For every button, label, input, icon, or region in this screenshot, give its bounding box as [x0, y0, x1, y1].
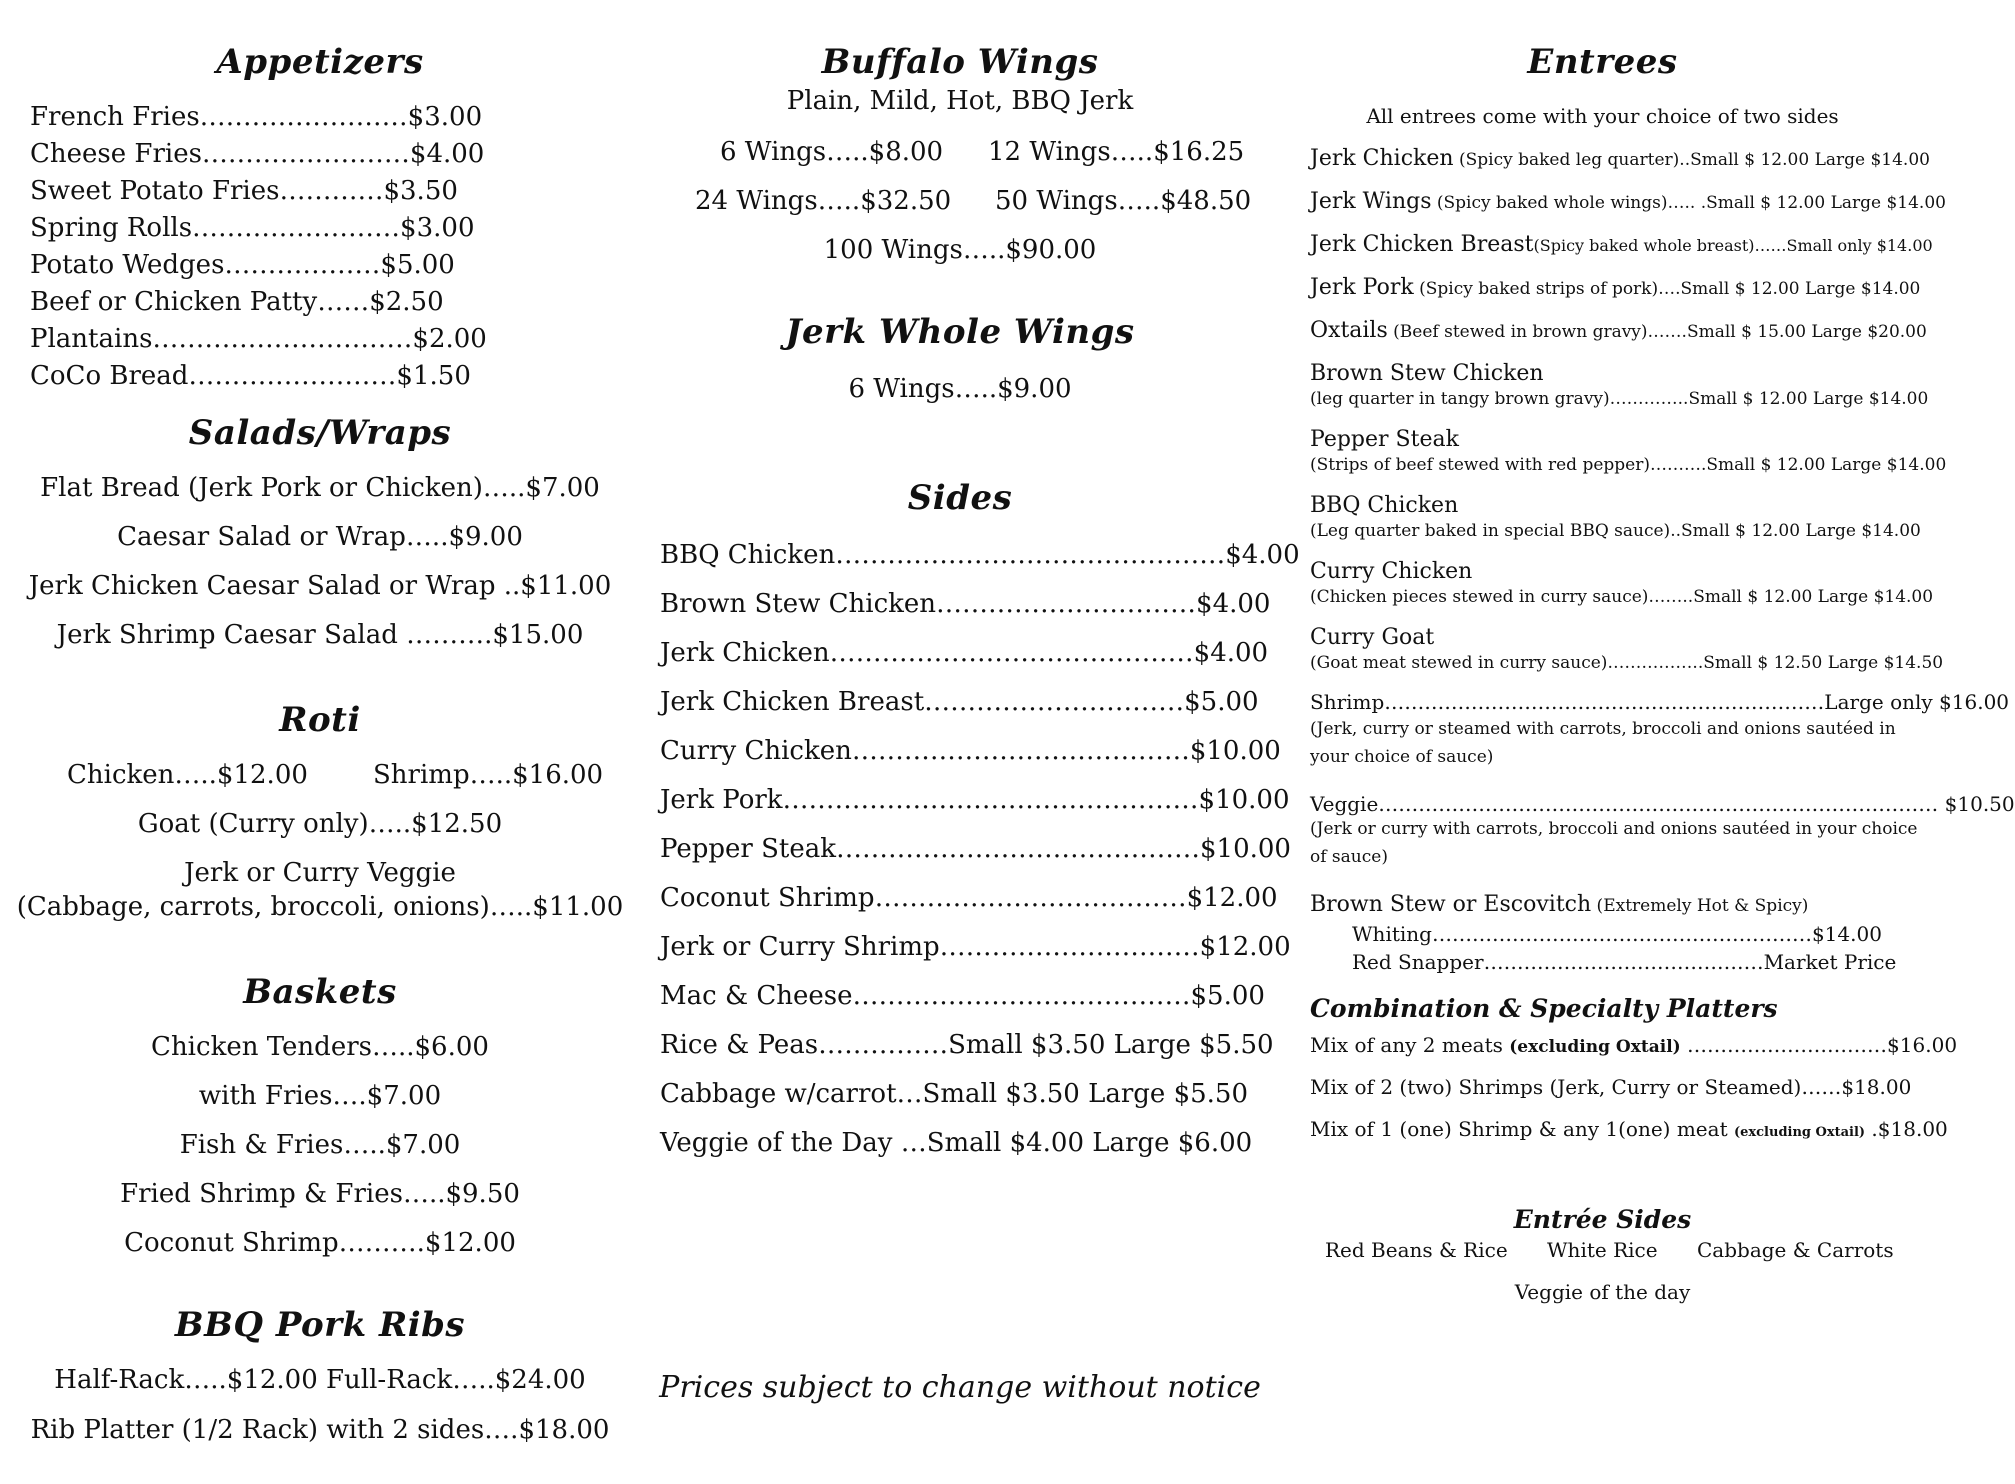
- combo-title: Combination & Specialty Platters: [1310, 994, 1778, 1023]
- entree-name: Oxtails: [1310, 318, 1388, 343]
- combo-price: .$18.00: [1865, 1117, 1948, 1141]
- salad-item: Jerk Shrimp Caesar Salad ……….$15.00: [56, 620, 584, 650]
- entree-name: Curry Goat: [1310, 625, 1435, 650]
- roti-veggie-detail: (Cabbage, carrots, broccoli, onions)…..$11.00: [16, 892, 624, 922]
- wings-50: 50 Wings…..$48.50: [995, 186, 1252, 216]
- combo-line: [1310, 1117, 1948, 1141]
- entree-sides-title: Entrée Sides: [1513, 1205, 1692, 1234]
- whiting-line: Whiting…………………………………………………$14.00: [1352, 922, 1882, 946]
- entree-name: Jerk Wings: [1310, 189, 1432, 214]
- entree-line: [1310, 275, 1920, 300]
- entree-name: Curry Chicken: [1310, 559, 1473, 584]
- side-item: Cabbage w/carrot…Small $3.50 Large $5.50: [660, 1079, 1248, 1109]
- side-item: Jerk Chicken……………………………………$4.00: [660, 638, 1269, 668]
- salads-title: Salads/Wraps: [188, 413, 452, 453]
- entree-line: [1310, 146, 1930, 171]
- appetizer-item: Potato Wedges………………$5.00: [30, 250, 455, 280]
- side-item: Jerk Chicken Breast…………………………$5.00: [660, 687, 1259, 717]
- basket-item: with Fries….$7.00: [198, 1081, 442, 1111]
- side-item: Pepper Steak……………………………………$10.00: [660, 834, 1291, 864]
- entree-side-item: Veggie of the day: [1514, 1280, 1691, 1304]
- entree-side-item: White Rice: [1547, 1238, 1658, 1262]
- entree-side-item: Red Beans & Rice: [1325, 1238, 1508, 1262]
- entree-detail: (Spicy baked whole wings)….. .Small $ 12.00 Large $14.00: [1431, 193, 1946, 213]
- wings-6: 6 Wings…..$8.00: [720, 137, 944, 167]
- roti-chicken: Chicken…..$12.00: [67, 760, 308, 790]
- basket-item: Fish & Fries…..$7.00: [179, 1130, 461, 1160]
- side-item: Mac & Cheese…………………………………$5.00: [660, 981, 1265, 1011]
- combo-text: Mix of any 2 meats: [1310, 1033, 1510, 1057]
- wing-flavors: Plain, Mild, Hot, BBQ Jerk: [786, 86, 1134, 116]
- price-notice: Prices subject to change without notice: [659, 1370, 1261, 1405]
- entree-detail: (Beef stewed in brown gravy)…….Small $ 15.00 Large $20.00: [1387, 322, 1927, 342]
- salad-item: Flat Bread (Jerk Pork or Chicken)…..$7.00: [40, 473, 600, 503]
- entree-detail: (Goat meat stewed in curry sauce)……………..Small $ 12.50 Large $14.50: [1310, 653, 1944, 673]
- combo-exclusion: (excluding Oxtail): [1509, 1037, 1681, 1057]
- basket-item: Chicken Tenders…..$6.00: [151, 1032, 489, 1062]
- entree-side-item: Cabbage & Carrots: [1697, 1238, 1894, 1262]
- entree-detail: (Jerk or curry with carrots, broccoli and onions sautéed in your choice: [1310, 819, 1918, 839]
- snapper-line: Red Snapper……………………………………Market Price: [1352, 950, 1897, 974]
- sides-title: Sides: [907, 478, 1013, 518]
- basket-item: Coconut Shrimp……….$12.00: [124, 1228, 516, 1258]
- entree-name: Brown Stew Chicken: [1310, 361, 1544, 386]
- entrees-subtitle: All entrees come with your choice of two sides: [1366, 104, 1839, 128]
- roti-title: Roti: [279, 700, 361, 740]
- entree-name: Pepper Steak: [1310, 427, 1459, 452]
- salad-item: Jerk Chicken Caesar Salad or Wrap ..$11.00: [28, 571, 612, 601]
- buffalo-wings-title: Buffalo Wings: [821, 42, 1099, 82]
- entree-line: [1310, 232, 1933, 257]
- side-item: Coconut Shrimp………………………………$12.00: [660, 883, 1278, 913]
- baskets-title: Baskets: [243, 972, 397, 1012]
- entree-detail: (Strips of beef stewed with red pepper)……….Small $ 12.00 Large $14.00: [1310, 455, 1947, 475]
- side-item: Jerk or Curry Shrimp…………………………$12.00: [660, 932, 1291, 962]
- side-item: Curry Chicken…………………………………$10.00: [660, 736, 1281, 766]
- appetizer-item: Sweet Potato Fries…………$3.50: [30, 176, 458, 206]
- entree-detail: (Extremely Hot & Spicy): [1591, 896, 1809, 916]
- ribs-platter: Rib Platter (1/2 Rack) with 2 sides….$18.00: [30, 1415, 610, 1445]
- combo-line: Mix of 2 (two) Shrimps (Jerk, Curry or Steamed)……$18.00: [1310, 1075, 1912, 1099]
- entree-name: Jerk Pork: [1310, 275, 1414, 300]
- roti-veggie: Jerk or Curry Veggie: [184, 858, 456, 888]
- jerk-wings-title: Jerk Whole Wings: [785, 312, 1135, 352]
- roti-shrimp: Shrimp…..$16.00: [373, 760, 604, 790]
- entrees-title: Entrees: [1527, 42, 1678, 82]
- appetizers-title: Appetizers: [216, 42, 424, 82]
- combo-text: Mix of 1 (one) Shrimp & any 1(one) meat: [1310, 1117, 1734, 1141]
- appetizer-item: Spring Rolls……………………$3.00: [30, 213, 475, 243]
- wings-24: 24 Wings…..$32.50: [695, 186, 952, 216]
- combo-price: …………………………$16.00: [1680, 1033, 1958, 1057]
- combo-exclusion: (excluding Oxtail): [1733, 1125, 1866, 1140]
- entree-detail: (Spicy baked whole breast)……Small only $14.00: [1533, 236, 1933, 255]
- combo-line: [1310, 1033, 1957, 1057]
- entree-veggie: Veggie………………………………………………………………………… $10.50: [1310, 792, 2015, 816]
- entree-detail: (Spicy baked strips of pork)….Small $ 12.00 Large $14.00: [1413, 279, 1921, 299]
- entree-name: BBQ Chicken: [1310, 493, 1459, 518]
- side-item: Jerk Pork…………………………………………$10.00: [660, 785, 1290, 815]
- wings-12: 12 Wings…..$16.25: [988, 137, 1245, 167]
- entree-detail: (Chicken pieces stewed in curry sauce)……..Small $ 12.00 Large $14.00: [1310, 587, 1934, 607]
- entree-line: [1310, 318, 1927, 343]
- entree-line: [1310, 189, 1946, 214]
- appetizer-item: Plantains…………………………$2.00: [30, 324, 487, 354]
- entree-fish: [1310, 892, 1808, 917]
- entree-name: Jerk Chicken Breast: [1310, 232, 1534, 257]
- ribs-title: BBQ Pork Ribs: [174, 1305, 466, 1345]
- appetizer-item: Beef or Chicken Patty……$2.50: [30, 287, 444, 317]
- ribs-rack: Half-Rack…..$12.00 Full-Rack…..$24.00: [54, 1365, 586, 1395]
- appetizer-item: Cheese Fries……………………$4.00: [30, 139, 485, 169]
- entree-detail: (leg quarter in tangy brown gravy)…………..Small $ 12.00 Large $14.00: [1310, 389, 1929, 409]
- side-item: Veggie of the Day …Small $4.00 Large $6.00: [660, 1128, 1253, 1158]
- salad-item: Caesar Salad or Wrap…..$9.00: [117, 522, 523, 552]
- side-item: Rice & Peas……………Small $3.50 Large $5.50: [660, 1030, 1274, 1060]
- entree-name: Brown Stew or Escovitch: [1310, 892, 1592, 917]
- side-item: Brown Stew Chicken…………………………$4.00: [660, 589, 1271, 619]
- entree-detail: of sauce): [1310, 847, 1388, 867]
- entree-shrimp: Shrimp…………………………………………………………Large only $16.00: [1310, 690, 2010, 714]
- roti-goat: Goat (Curry only)…..$12.50: [137, 809, 503, 839]
- entree-detail: (Jerk, curry or steamed with carrots, broccoli and onions sautéed in: [1310, 719, 1896, 739]
- appetizer-item: French Fries……………………$3.00: [30, 102, 483, 132]
- entree-detail: your choice of sauce): [1310, 747, 1494, 767]
- entree-name: Jerk Chicken: [1310, 146, 1454, 171]
- appetizer-item: CoCo Bread……………………$1.50: [30, 361, 471, 391]
- entree-detail: (Leg quarter baked in special BBQ sauce)..Small $ 12.00 Large $14.00: [1310, 521, 1921, 541]
- basket-item: Fried Shrimp & Fries…..$9.50: [120, 1179, 520, 1209]
- entree-detail: (Spicy baked leg quarter)..Small $ 12.00 Large $14.00: [1453, 150, 1930, 170]
- side-item: BBQ Chicken………………………………………$4.00: [660, 540, 1300, 570]
- wings-100: 100 Wings…..$90.00: [823, 235, 1097, 265]
- jerk-wings-6: 6 Wings…..$9.00: [848, 374, 1072, 404]
